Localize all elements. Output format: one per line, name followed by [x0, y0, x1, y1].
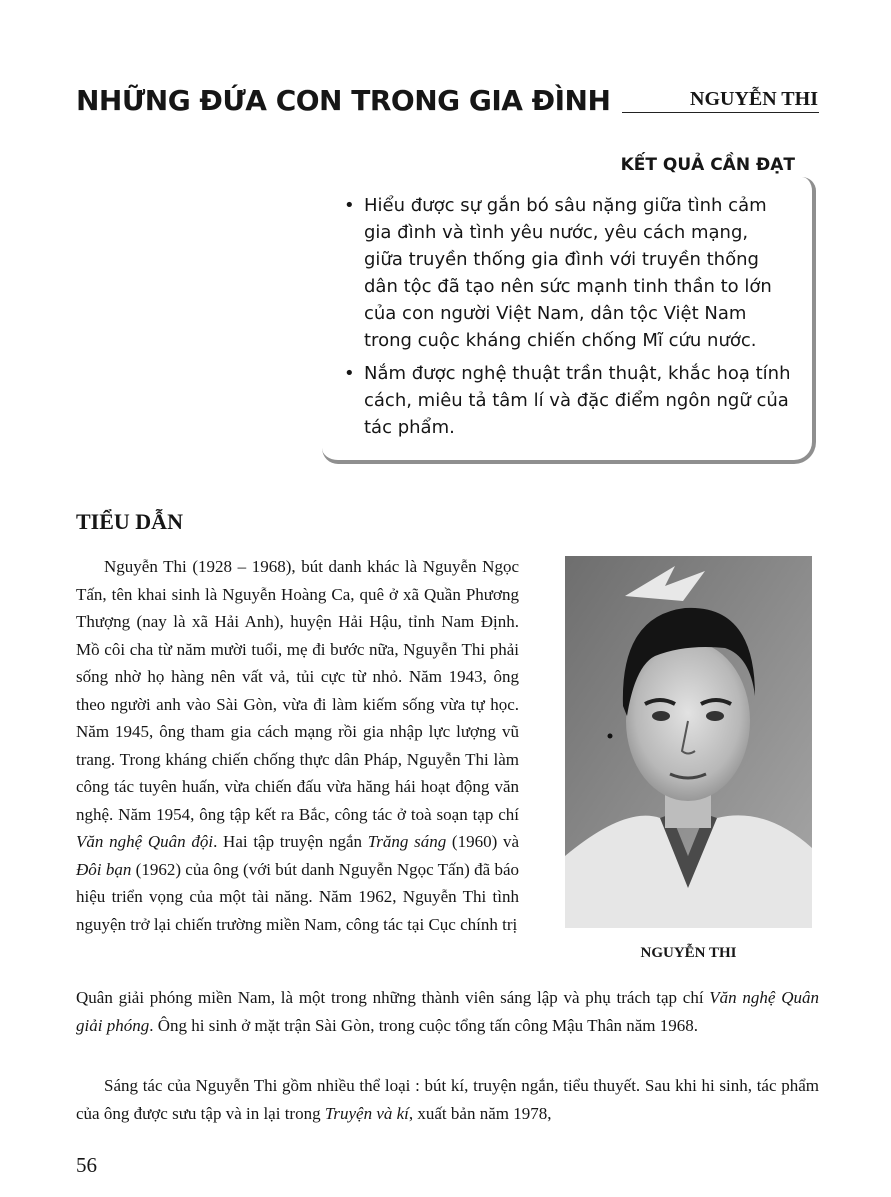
magazine-title: Văn nghệ Quân đội	[76, 832, 214, 851]
portrait-caption: NGUYỄN THI	[640, 945, 737, 961]
text-run: . Hai tập truyện ngắn	[213, 832, 363, 851]
author-portrait	[565, 556, 812, 928]
book-title: Trăng sáng	[367, 832, 447, 851]
book-title: Truyện và kí	[324, 1103, 409, 1123]
text-run: (1962) của ông (với bút danh Nguyễn Ngọc Tấn) đã báo hiệu triển vọng của một tài năng. Năm 1962, Nguyễn Thi tình nguyện trở lại chiến trường miền Nam, công tác tại Cục chính trị	[76, 859, 519, 934]
objective-item	[342, 192, 792, 354]
objective-item	[342, 360, 792, 441]
magazine-title: Văn nghệ Quân giải phóng	[76, 988, 819, 1035]
objective-text: Hiểu được sự gắn bó sâu nặng giữa tình cảm gia đình và tình yêu nước, yêu cách mạng, giữa truyền thống gia đình với truyền thống dân tộc đã tạo nên sức mạnh tinh thần to lớn của con người Việt Nam, dân tộc Việt Nam trong cuộc kháng chiến chống Mĩ cứu nước.	[364, 195, 772, 351]
text-run: Quân giải phóng miền Nam, là một trong những thành viên sáng lập và phụ trách tạp chí	[76, 988, 704, 1007]
book-title: Đôi bạn	[76, 859, 132, 879]
intro-paragraph-1	[76, 553, 519, 938]
section-heading: TIỂU DẪN	[76, 509, 183, 534]
lesson-author: NGUYỄN THI	[690, 88, 818, 110]
text-run: , xuất bản năm 1978,	[408, 1103, 552, 1123]
intro-paragraph-2	[76, 1072, 819, 1127]
text-run: (1960) và	[451, 832, 520, 851]
objective-text: Nắm được nghệ thuật trần thuật, khắc hoạ tính cách, miêu tả tâm lí và đặc điểm ngôn ngữ của tác phẩm.	[364, 363, 791, 438]
bullet-icon: •	[344, 195, 355, 216]
title-rule	[622, 112, 819, 113]
text-run: . Ông hi sinh ở mặt trận Sài Gòn, trong cuộc tổng tấn công Mậu Thân năm 1968.	[149, 1015, 699, 1035]
text-run: Nguyễn Thi (1928 – 1968), bút danh khác là Nguyễn Ngọc Tấn, tên khai sinh là Nguyễn Hoàng Ca, quê ở xã Quần Phương Thượng (nay là xã Hải Anh), huyện Hải Hậu, tỉnh Nam Định. Mồ côi cha từ năm mười tuổi, mẹ đi bước nữa, Nguyễn Thi phải sống nhờ họ hàng nên vất vả, tủi cực từ nhỏ. Năm 1943, ông theo người anh vào Sài Gòn, vừa đi làm kiếm sống vừa tự học. Năm 1945, ông tham gia cách mạng rồi gia nhập lực lượng vũ trang. Trong kháng chiến chống thực dân Pháp, Nguyễn Thi làm công tác tuyên huấn, vừa chiến đấu vừa hăng hái hoạt động văn nghệ. Năm 1954, ông tập kết ra Bắc, công tác ở toà soạn tạp chí	[76, 557, 519, 824]
lesson-title: NHỮNG ĐỨA CON TRONG GIA ĐÌNH	[76, 84, 611, 117]
intro-paragraph-1-continued	[76, 984, 819, 1039]
objectives-heading: KẾT QUẢ CẦN ĐẠT	[620, 155, 795, 175]
text-run: Sáng tác của Nguyễn Thi gồm nhiều thể loại : bút kí, truyện ngắn, tiểu thuyết. Sau khi hi sinh, tác phẩm của ông được sưu tập và in lại trong	[76, 1076, 819, 1123]
page-number: 56	[76, 1153, 97, 1177]
objectives-list	[342, 192, 792, 447]
bullet-icon: •	[344, 363, 355, 384]
